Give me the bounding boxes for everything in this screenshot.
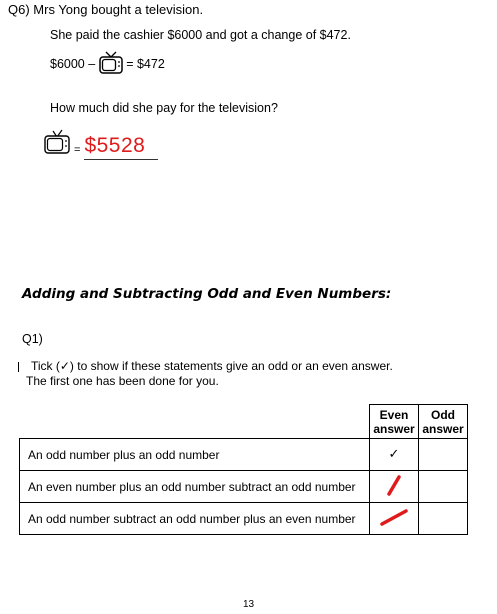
odd-answer-cell[interactable]	[419, 503, 468, 535]
table-row	[20, 503, 468, 535]
q6-question: How much did she pay for the television?	[50, 101, 278, 115]
page-number: 13	[242, 599, 255, 610]
instruction-line-2: The first one has been done for you.	[26, 374, 219, 388]
q6-title: Q6) Mrs Yong bought a television.	[8, 2, 204, 17]
instruction-text-1: Tick (✓) to show if these statements give an odd or an even answer.	[31, 359, 393, 373]
answer-equals: =	[74, 144, 81, 156]
odd-answer-cell[interactable]	[419, 471, 468, 503]
section-heading: Adding and Subtracting Odd and Even Numbers:	[22, 286, 392, 302]
television-sketch-icon	[44, 125, 74, 160]
statement-cell: An odd number subtract an odd number plus an even number	[20, 503, 370, 535]
statement-cell: An even number plus an odd number subtract an odd number	[20, 471, 370, 503]
handwritten-answer: $5528	[84, 135, 158, 160]
statement-header	[20, 405, 370, 439]
table-header-row	[20, 405, 468, 439]
red-slash-mark	[383, 473, 405, 497]
odd-answer-header: Odd answer	[419, 405, 468, 439]
q1-label: Q1)	[22, 332, 43, 346]
even-answer-cell[interactable]	[370, 471, 419, 503]
table-row	[20, 471, 468, 503]
check-mark: ✓	[388, 447, 400, 462]
tick-table	[19, 404, 468, 535]
equation-right: = $472	[126, 57, 165, 71]
q6-equation	[50, 52, 165, 76]
equation-left: $6000 –	[50, 57, 96, 71]
q6-answer-row	[44, 126, 158, 160]
odd-answer-cell[interactable]	[419, 439, 468, 471]
red-slash-mark	[378, 506, 410, 528]
table-row	[20, 439, 468, 471]
even-answer-cell[interactable]	[370, 503, 419, 535]
q6-statement: She paid the cashier $6000 and got a change of $472.	[50, 28, 351, 42]
instruction-line-1	[24, 359, 393, 373]
television-icon	[99, 51, 123, 78]
statement-cell: An odd number plus an odd number	[20, 439, 370, 471]
even-answer-header: Even answer	[370, 405, 419, 439]
even-answer-cell[interactable]	[370, 439, 419, 471]
